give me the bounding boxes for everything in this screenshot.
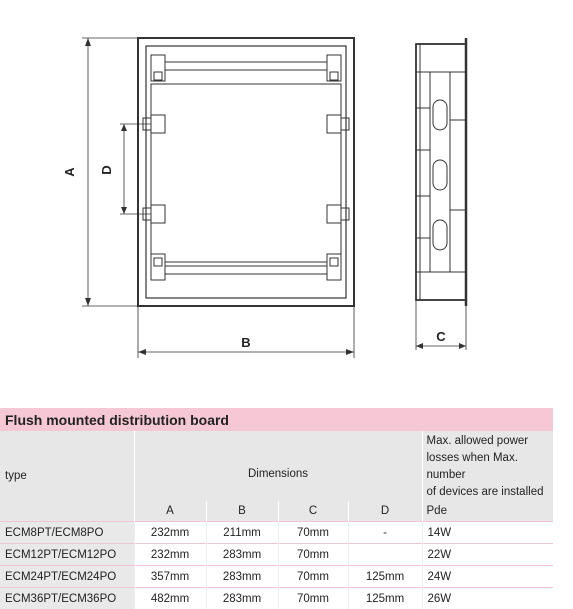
- mounting-bracket: [327, 205, 341, 223]
- row-a: 482mm: [134, 588, 206, 609]
- row-pde: 22W: [422, 544, 553, 566]
- row-d: 125mm: [348, 588, 422, 609]
- subheader-c: C: [278, 501, 348, 522]
- table-title: Flush mounted distribution board: [0, 408, 553, 431]
- table-row: [0, 588, 553, 609]
- knockout-ring: [433, 220, 447, 250]
- din-rail-top: [151, 62, 341, 70]
- side-view-box: [416, 44, 466, 300]
- row-d: [348, 544, 422, 566]
- max-loss-line: Max. allowed power: [427, 433, 550, 450]
- spec-table: [0, 408, 553, 609]
- row-type: ECM12PT/ECM12PO: [0, 544, 134, 566]
- table-row: [0, 566, 553, 588]
- dimension-label-a: A: [62, 167, 77, 177]
- row-a: 232mm: [134, 522, 206, 544]
- board-inner-opening: [151, 84, 341, 262]
- table-title-row: [0, 408, 553, 431]
- max-loss-line: of devices are installed: [427, 484, 550, 501]
- row-pde: 14W: [422, 522, 553, 544]
- row-d: -: [348, 522, 422, 544]
- table-header-row: [0, 431, 553, 501]
- knockout-ring: [433, 160, 447, 190]
- row-b: 283mm: [206, 588, 278, 609]
- rail-clip: [151, 55, 165, 81]
- row-a: 357mm: [134, 566, 206, 588]
- mounting-bracket: [327, 115, 341, 133]
- dimension-label-c: C: [436, 329, 446, 344]
- row-c: 70mm: [278, 588, 348, 609]
- subheader-pde: Pde: [422, 501, 553, 522]
- mounting-bracket: [151, 205, 165, 223]
- din-rail-bottom: [151, 266, 341, 274]
- dimension-label-b: B: [241, 335, 250, 350]
- max-loss-header: [422, 431, 553, 501]
- subheader-b: B: [206, 501, 278, 522]
- row-d: 125mm: [348, 566, 422, 588]
- table-row: [0, 522, 553, 544]
- row-b: 283mm: [206, 544, 278, 566]
- dimension-label-d: D: [99, 165, 114, 174]
- max-loss-line: losses when Max. number: [427, 450, 550, 484]
- row-type: ECM8PT/ECM8PO: [0, 522, 134, 544]
- knockout-ring: [433, 100, 447, 130]
- row-a: 232mm: [134, 544, 206, 566]
- row-c: 70mm: [278, 544, 348, 566]
- rail-clip: [327, 55, 341, 81]
- row-c: 70mm: [278, 566, 348, 588]
- subheader-d: D: [348, 501, 422, 522]
- dimensions-header: Dimensions: [134, 431, 422, 501]
- row-b: 211mm: [206, 522, 278, 544]
- row-pde: 26W: [422, 588, 553, 609]
- row-type: ECM36PT/ECM36PO: [0, 588, 134, 609]
- row-c: 70mm: [278, 522, 348, 544]
- row-type: ECM24PT/ECM24PO: [0, 566, 134, 588]
- subheader-a: A: [134, 501, 206, 522]
- row-pde: 24W: [422, 566, 553, 588]
- row-b: 283mm: [206, 566, 278, 588]
- table-row: [0, 544, 553, 566]
- mounting-bracket: [151, 115, 165, 133]
- type-header: type: [0, 431, 134, 522]
